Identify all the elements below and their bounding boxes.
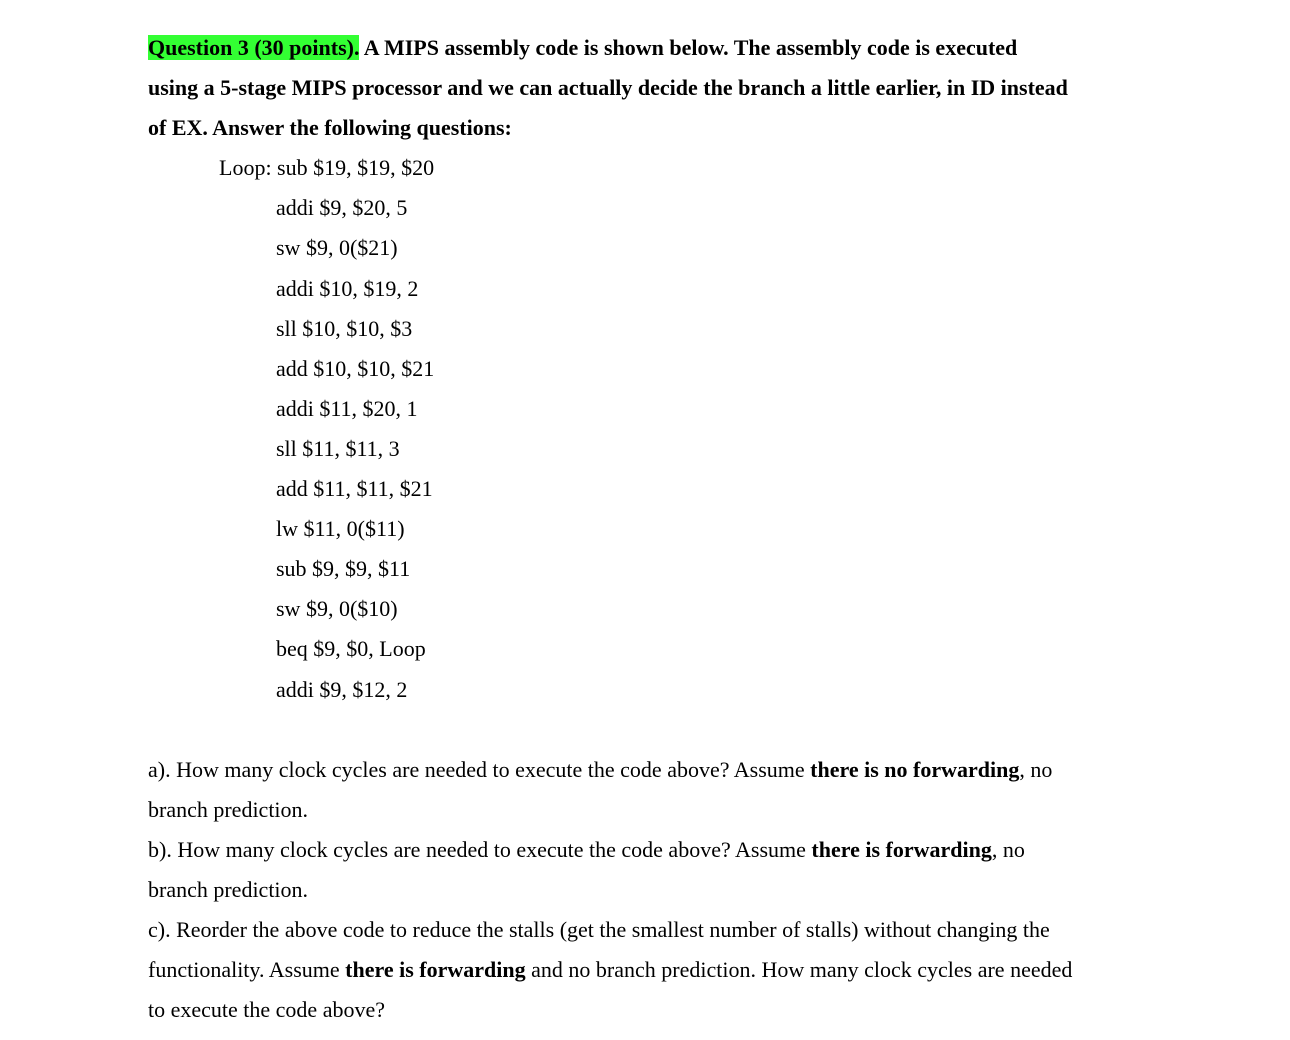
part-b-suffix: , no: [991, 836, 1025, 862]
part-c-text: functionality. Assume: [148, 957, 346, 983]
question-intro-line-3: of EX. Answer the following questions:: [148, 115, 512, 141]
code-line: addi $11, $20, 1: [276, 395, 418, 421]
question-intro-line-1: [148, 28, 1148, 68]
question-heading: Question 3 (30 points).: [148, 35, 360, 60]
code-line: add $10, $10, $21: [276, 355, 435, 381]
part-b-line-2: branch prediction.: [148, 876, 309, 902]
part-a-line-1: [148, 750, 1148, 790]
part-c-suffix: and no branch prediction. How many clock cycles are needed: [525, 957, 1073, 983]
question-intro-line-2: using a 5-stage MIPS processor and we can actually decide the branch a little earlier, in ID instead: [148, 75, 1068, 101]
code-line: sll $11, $11, 3: [276, 435, 400, 461]
part-b-text: b). How many clock cycles are needed to execute the code above? Assume: [148, 836, 812, 862]
code-line: add $11, $11, $21: [276, 476, 433, 502]
code-line: sub $9, $9, $11: [276, 556, 411, 582]
code-line: lw $11, 0($11): [276, 516, 405, 542]
part-a-text: a). How many clock cycles are needed to execute the code above? Assume: [148, 756, 811, 782]
part-b-emphasis: there is forwarding: [811, 836, 992, 862]
code-loop-line: Loop: sub $19, $19, $20: [219, 155, 435, 181]
part-a-suffix: , no: [1019, 756, 1053, 782]
part-a-line-2: branch prediction.: [148, 796, 309, 822]
blank-line: [148, 710, 1148, 750]
code-line: beq $9, $0, Loop: [276, 636, 426, 662]
code-line: addi $9, $12, 2: [276, 676, 408, 702]
part-a-emphasis: there is no forwarding: [810, 756, 1020, 782]
part-c-line-2: [148, 950, 1148, 990]
code-line: addi $10, $19, 2: [276, 275, 419, 301]
code-line: sw $9, 0($21): [276, 235, 398, 261]
question-intro-text-1: A MIPS assembly code is shown below. The assembly code is executed: [359, 35, 1018, 60]
code-line: addi $9, $20, 5: [276, 195, 408, 221]
code-line: sw $9, 0($10): [276, 596, 398, 622]
code-line: sll $10, $10, $3: [276, 315, 413, 341]
part-b-line-1: [148, 830, 1148, 870]
part-c-line-3: to execute the code above?: [148, 997, 385, 1023]
part-c-emphasis: there is forwarding: [345, 957, 526, 983]
part-c-line-1: c). Reorder the above code to reduce the stalls (get the smallest number of stalls) without changing the: [148, 917, 1050, 943]
document-page: [148, 28, 1148, 1030]
